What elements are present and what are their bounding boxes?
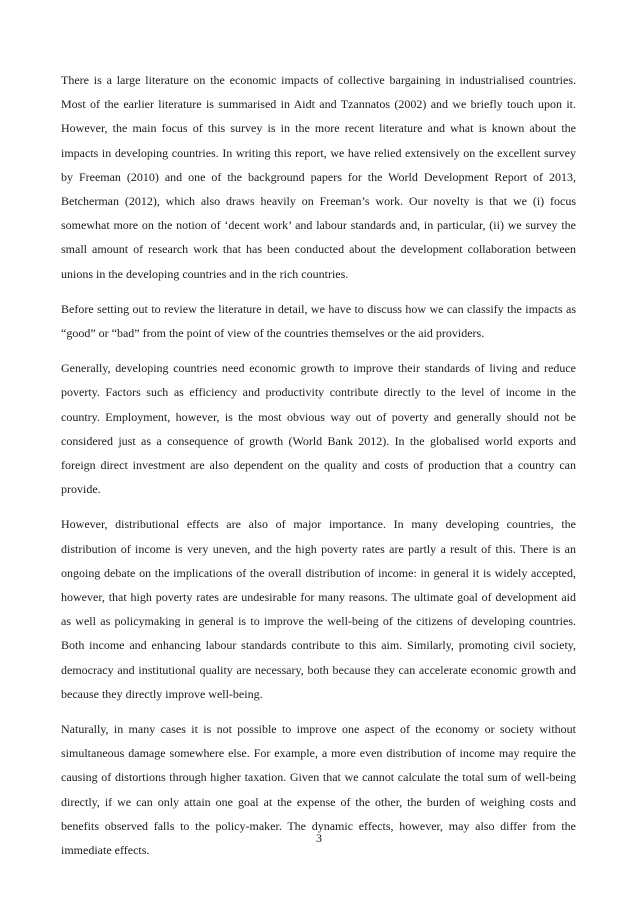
page-number: 3 (316, 831, 322, 845)
paragraph-5: Naturally, in many cases it is not possible to improve one aspect of the economy or society without simultaneous damage somewhere else. For example, a more even distribution of income may require the causing of distortions through higher taxation. Given that we cannot calculate the total sum of well-being directly, if we can only attain one goal at the expense of the other, the burden of weighing costs and benefits observed falls to the policy-maker. The dynamic effects, however, may also differ from the immediate effects. (61, 722, 576, 858)
paragraph-3: Generally, developing countries need economic growth to improve their standards of living and reduce poverty. Factors such as efficiency and productivity contribute directly to the level of income in the country. Employment, however, is the most obvious way out of poverty and generally should not be considered just as a consequence of growth (World Bank 2012). In the globalised world exports and foreign direct investment are also dependent on the quality and costs of production that a country can provide. (61, 361, 576, 497)
paragraph-1: There is a large literature on the economic impacts of collective bargaining in industrialised countries. Most of the earlier literature is summarised in Aidt and Tzannatos (2002) and we briefly touch upon it. However, the main focus of this survey is in the more recent literature and what is known about the impacts in developing countries. In writing this report, we have relied extensively on the excellent survey by Freeman (2010) and one of the background papers for the World Development Report of 2013, Betcherman (2012), which also draws heavily on Freeman’s work. Our novelty is that we (i) focus somewhat more on the notion of ‘decent work’ and labour standards and, in particular, (ii) we survey the small amount of research work that has been conducted about the development collaboration between unions in the developing countries and in the rich countries. (61, 73, 576, 281)
paragraph-4: However, distributional effects are also of major importance. In many developing countries, the distribution of income is very uneven, and the high poverty rates are partly a result of this. There is an ongoing debate on the implications of the overall distribution of income: in general it is widely accepted, however, that high poverty rates are undesirable for many reasons. The ultimate goal of development aid as well as policymaking in general is to improve the well-being of the citizens of developing countries. Both income and enhancing labour standards contribute to this aim. Similarly, promoting civil society, democracy and institutional quality are necessary, both because they can accelerate economic growth and because they directly improve well-being. (61, 517, 576, 701)
body-text (61, 68, 576, 873)
paragraph-2: Before setting out to review the literature in detail, we have to discuss how we can classify the impacts as “good” or “bad” from the point of view of the countries themselves or the aid providers. (61, 301, 576, 341)
